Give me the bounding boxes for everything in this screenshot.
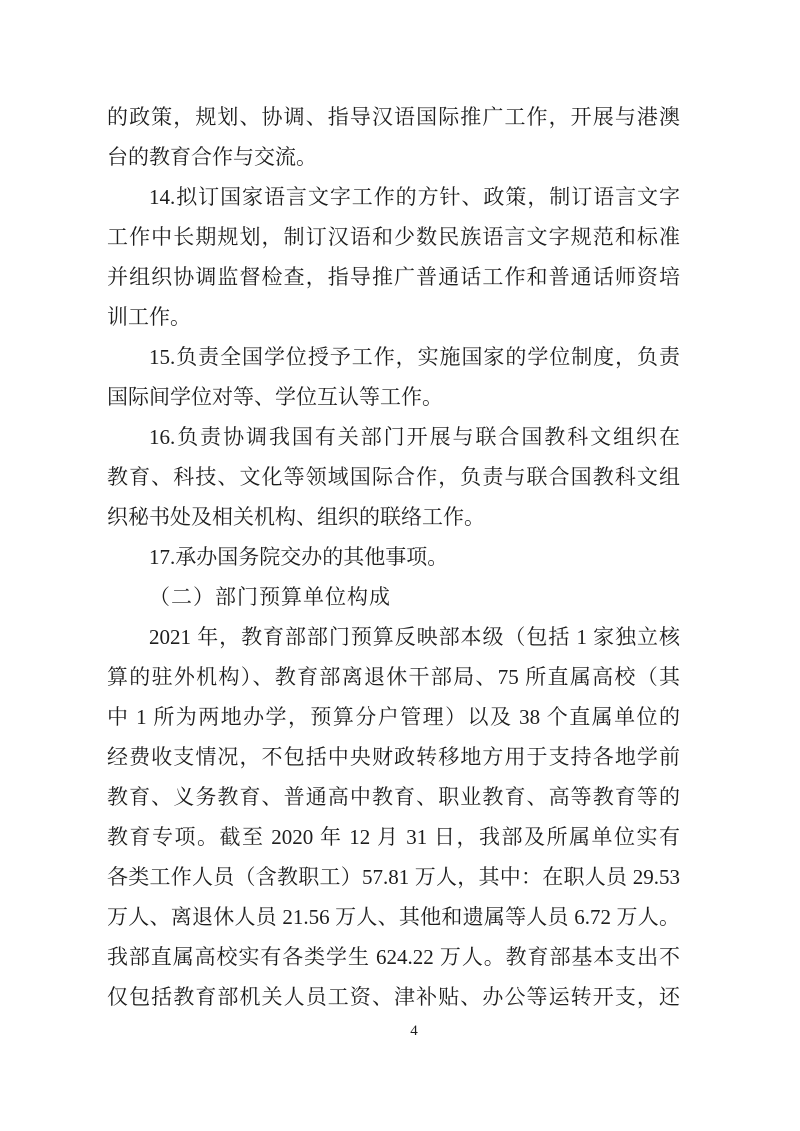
text-line: 16.负责协调我国有关部门开展与联合国教科文组织在	[149, 425, 680, 449]
paragraph	[107, 617, 680, 1017]
paragraph	[107, 97, 680, 177]
text-line: 15.负责全国学位授予工作，实施国家的学位制度，负责	[149, 345, 680, 369]
paragraph	[107, 537, 680, 577]
text-line: 织秘书处及相关机构、组织的联络工作。	[107, 505, 485, 529]
text-line: 教育、科技、文化等领域国际合作，负责与联合国教科文组	[107, 465, 680, 489]
text-line: 算的驻外机构）、教育部离退休干部局、75 所直属高校（其	[107, 665, 680, 689]
text-line: 训工作。	[107, 305, 191, 329]
text-line: （二）部门预算单位构成	[149, 585, 391, 609]
text-line: 14.拟订国家语言文字工作的方针、政策，制订语言文字	[149, 185, 680, 209]
page-footer	[28, 1022, 800, 1040]
text-line: 17.承办国务院交办的其他事项。	[149, 545, 449, 569]
text-line: 经费收支情况，不包括中央财政转移地方用于支持各地学前	[107, 745, 680, 769]
document-body	[107, 97, 680, 1017]
text-line: 我部直属高校实有各类学生 624.22 万人。教育部基本支出不	[107, 945, 680, 969]
text-line: 的政策，规划、协调、指导汉语国际推广工作，开展与港澳	[107, 105, 680, 129]
paragraph	[107, 177, 680, 337]
text-line: 各类工作人员（含教职工）57.81 万人，其中：在职人员 29.53	[107, 865, 680, 889]
text-line: 万人、离退休人员 21.56 万人、其他和遗属等人员 6.72 万人。	[107, 905, 680, 929]
text-line: 仅包括教育部机关人员工资、津补贴、办公等运转开支，还	[107, 985, 680, 1009]
paragraph	[107, 337, 680, 417]
text-line: 工作中长期规划，制订汉语和少数民族语言文字规范和标准	[107, 225, 680, 249]
text-line: 国际间学位对等、学位互认等工作。	[107, 385, 443, 409]
section-heading	[107, 577, 680, 617]
text-line: 台的教育合作与交流。	[107, 145, 317, 169]
text-line: 中 1 所为两地办学，预算分户管理）以及 38 个直属单位的	[107, 705, 680, 729]
text-line: 教育专项。截至 2020 年 12 月 31 日，我部及所属单位实有	[107, 825, 680, 849]
paragraph	[107, 417, 680, 537]
page-number: 4	[410, 1023, 418, 1039]
text-line: 2021 年，教育部部门预算反映部本级（包括 1 家独立核	[149, 625, 680, 649]
text-line: 教育、义务教育、普通高中教育、职业教育、高等教育等的	[107, 785, 680, 809]
text-line: 并组织协调监督检查，指导推广普通话工作和普通话师资培	[107, 265, 680, 289]
